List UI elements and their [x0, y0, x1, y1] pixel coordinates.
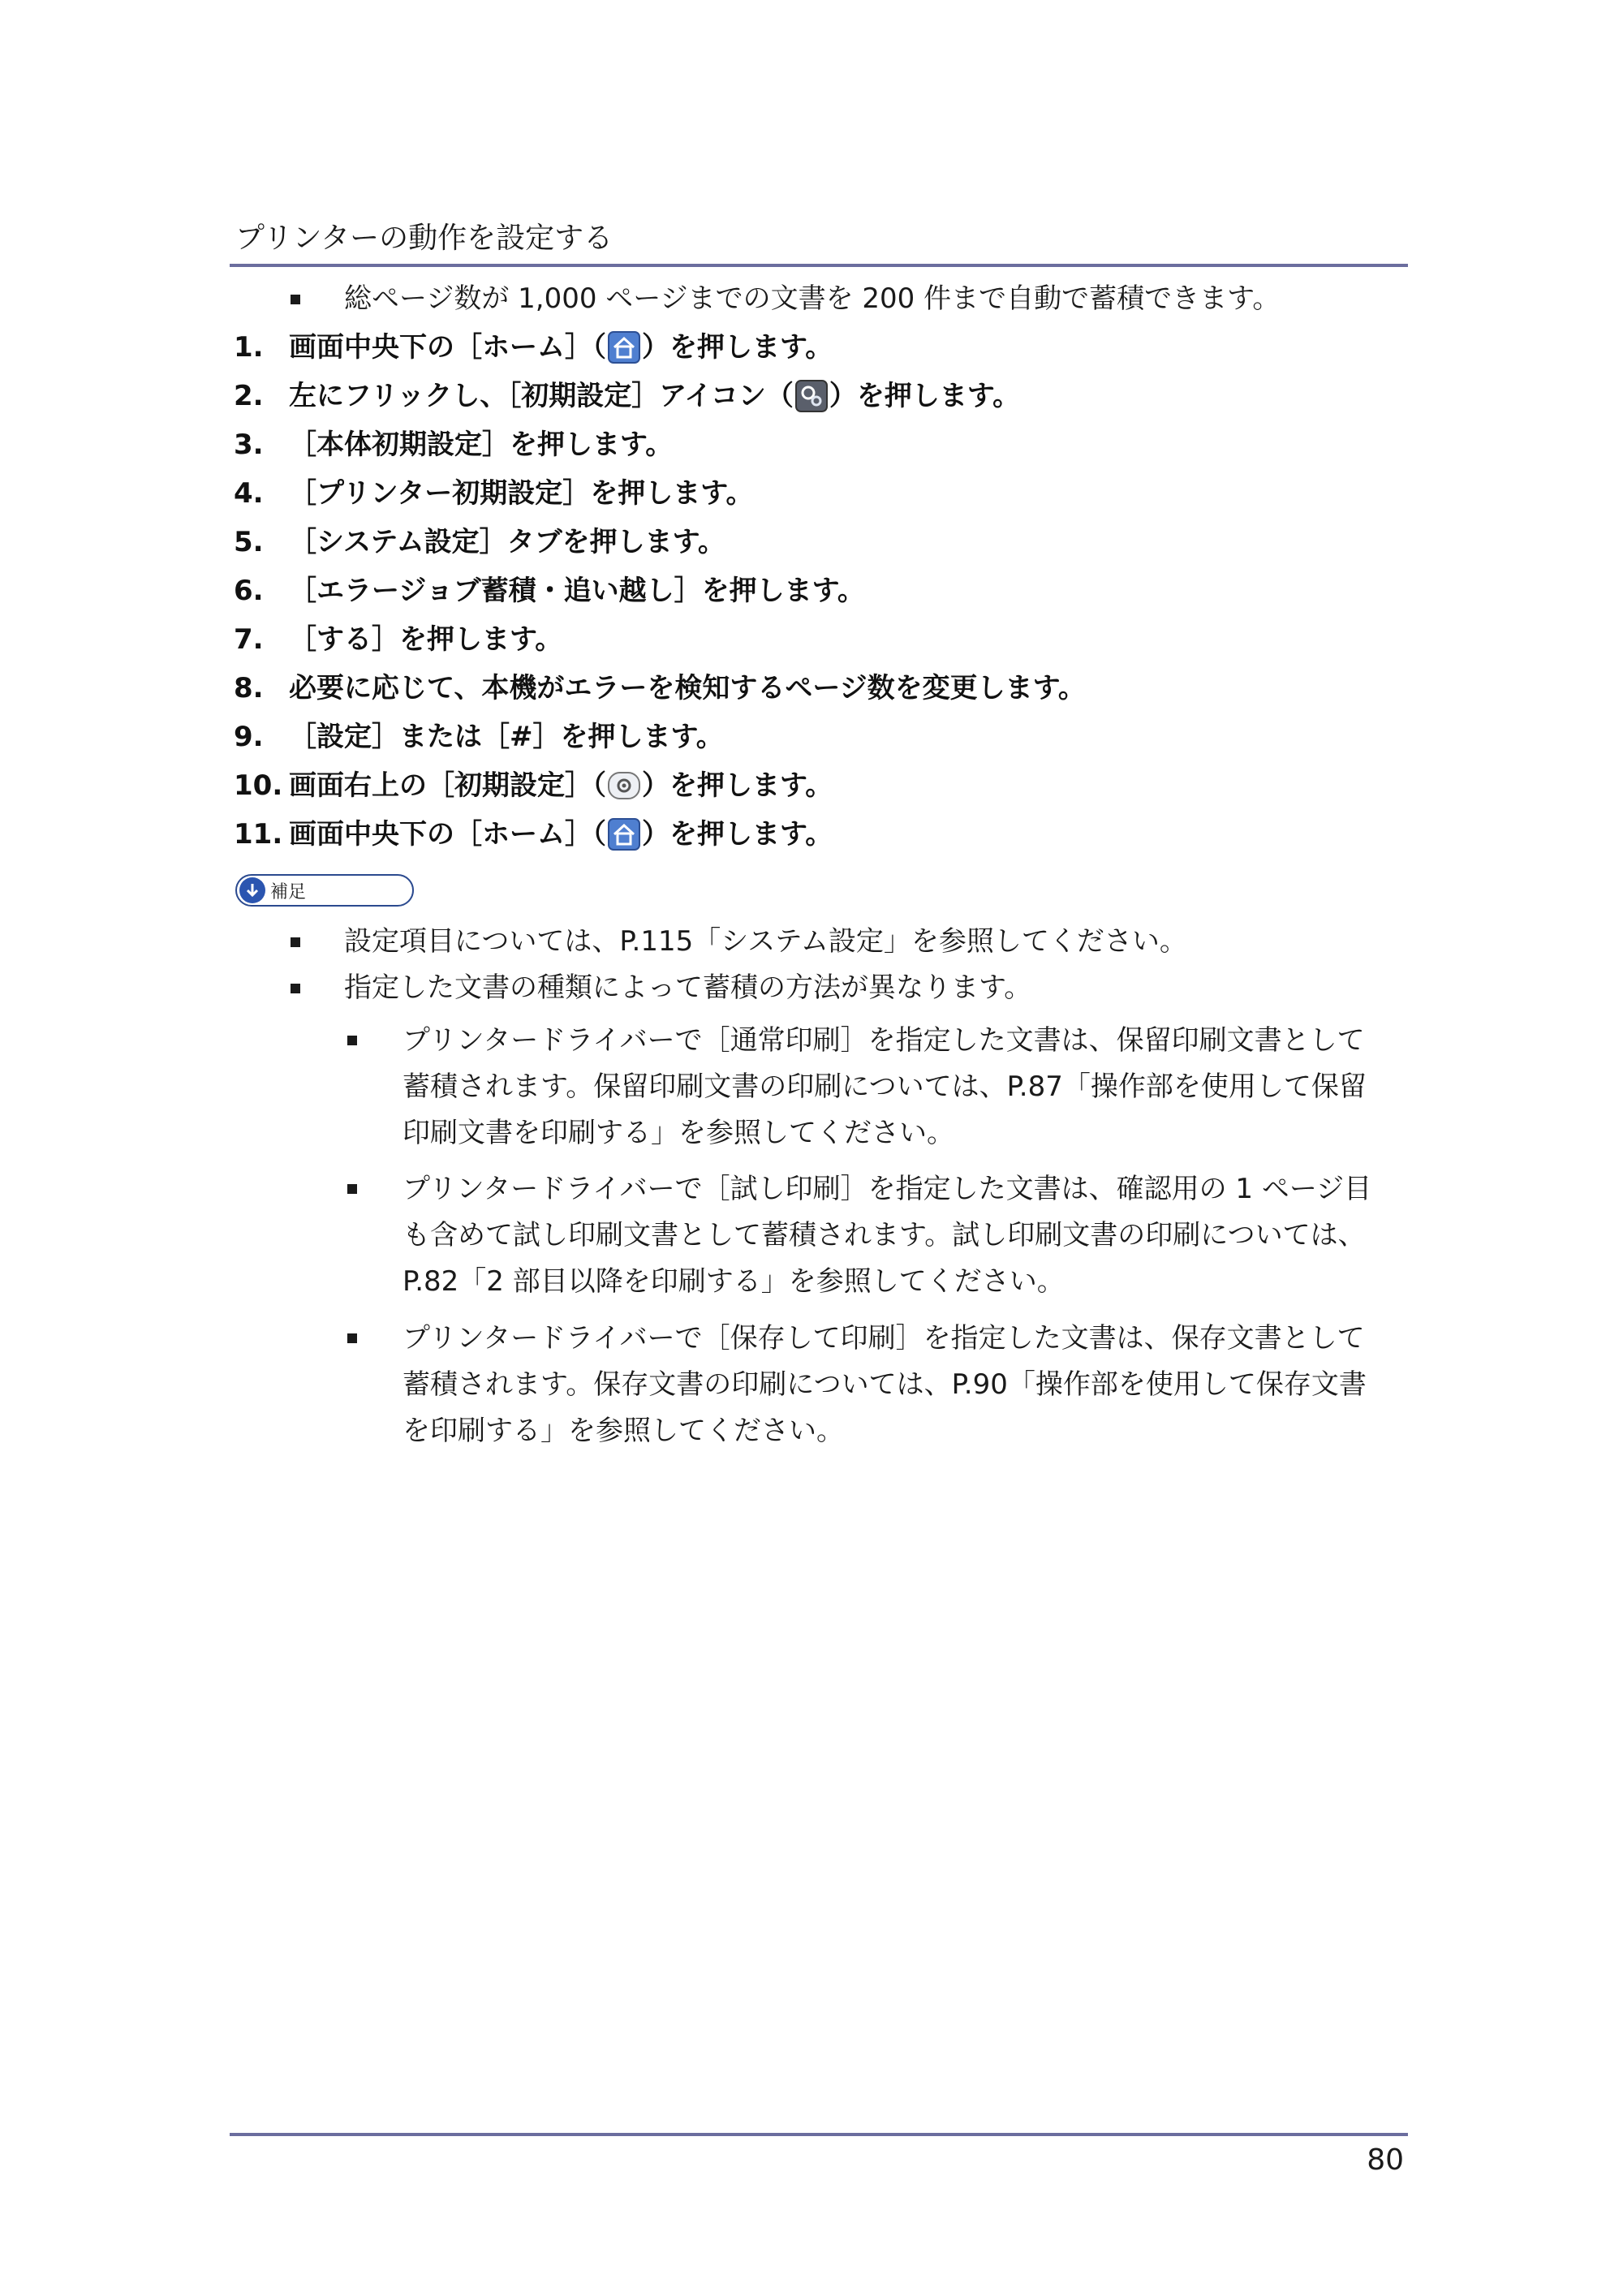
intro-bullet [291, 280, 1280, 317]
bullet-marker [347, 1184, 357, 1194]
footer-divider [230, 2133, 1408, 2136]
text-line: プリンタードライバーで［通常印刷］を指定した文書は、保留印刷文書として [403, 1024, 1365, 1057]
home-icon [608, 331, 640, 364]
step-8 [234, 669, 1086, 708]
intro-bullet-text: 総ページ数が 1,000 ページまでの文書を 200 件まで自動で蓄積できます。 [344, 282, 1281, 315]
step-1 [234, 328, 833, 367]
step-number: 11. [234, 818, 283, 851]
home-icon [608, 818, 640, 851]
text-line: 印刷文書を印刷する」を参照してください。 [403, 1117, 954, 1149]
step-text-after: ）を押します。 [642, 769, 833, 802]
page-header-title: プリンターの動作を設定する [235, 222, 613, 255]
page-number: 80 [1367, 2143, 1404, 2177]
text-line: 蓄積されます。保存文書の印刷については、P.90「操作部を使用して保存文書 [403, 1368, 1367, 1401]
down-arrow-icon [239, 877, 265, 903]
note-sub-bullet [347, 1316, 1367, 1454]
note-bullet-text: 設定項目については、P.115「システム設定」を参照してください。 [344, 925, 1187, 958]
step-5 [234, 523, 725, 562]
bullet-marker [291, 984, 300, 993]
step-6 [234, 571, 865, 610]
step-number: 10. [234, 769, 283, 802]
step-number: 7. [234, 623, 264, 656]
note-sub-bullet-text [403, 1018, 1367, 1157]
step-7 [234, 620, 562, 659]
step-text-before: 左にフリックし、［初期設定］アイコン（ [289, 380, 794, 412]
text-line: プリンタードライバーで［試し印刷］を指定した文書は、確認用の 1 ページ目 [403, 1173, 1372, 1205]
step-number: 3. [234, 429, 264, 461]
text-line: を印刷する」を参照してください。 [403, 1415, 844, 1447]
step-11 [234, 815, 833, 854]
step-3 [234, 425, 673, 464]
step-text-after: ）を押します。 [642, 331, 833, 364]
gear-icon [608, 769, 640, 802]
step-text: ［プリンター初期設定］を押します。 [289, 477, 754, 510]
text-line: 蓄積されます。保留印刷文書の印刷については、P.87「操作部を使用して保留 [403, 1070, 1367, 1103]
step-4 [234, 474, 754, 513]
step-number: 1. [234, 331, 264, 364]
step-9 [234, 717, 724, 756]
step-number: 4. [234, 477, 264, 510]
settings-app-icon [795, 380, 828, 412]
note-bullet-text: 指定した文書の種類によって蓄積の方法が異なります。 [344, 971, 1032, 1004]
text-line: も含めて試し印刷文書として蓄積されます。試し印刷文書の印刷については、 [403, 1219, 1366, 1251]
step-text-before: 画面右上の［初期設定］（ [289, 769, 606, 802]
note-sub-bullet-text [403, 1316, 1367, 1454]
bullet-marker [347, 1333, 357, 1343]
note-bullet [291, 923, 1187, 960]
step-number: 6. [234, 575, 264, 607]
step-text-before: 画面中央下の［ホーム］（ [289, 818, 606, 851]
note-label: 補足 [270, 881, 307, 902]
text-line: プリンタードライバーで［保存して印刷］を指定した文書は、保存文書として [403, 1322, 1365, 1355]
step-2 [234, 377, 1020, 416]
step-number: 5. [234, 526, 264, 558]
step-number: 9. [234, 721, 264, 753]
note-bullet [291, 969, 1031, 1006]
header-divider [230, 264, 1408, 267]
step-text: ［システム設定］タブを押します。 [289, 526, 725, 558]
step-text: ［本体初期設定］を押します。 [289, 429, 674, 461]
note-sub-bullet [347, 1166, 1371, 1305]
step-text: ［設定］または［#］を押します。 [289, 721, 724, 753]
step-text-after: ）を押します。 [642, 818, 833, 851]
note-badge [235, 874, 414, 907]
step-number: 2. [234, 380, 264, 412]
step-text: ［する］を押します。 [289, 623, 563, 656]
step-text: 必要に応じて、本機がエラーを検知するページ数を変更します。 [289, 672, 1086, 704]
note-sub-bullet [347, 1018, 1367, 1157]
step-number: 8. [234, 672, 264, 704]
text-line: P.82「2 部目以降を印刷する」を参照してください。 [403, 1265, 1065, 1298]
bullet-marker [291, 295, 300, 304]
bullet-marker [347, 1036, 357, 1045]
bullet-marker [291, 937, 300, 947]
step-text: ［エラージョブ蓄積・追い越し］を押します。 [289, 575, 865, 607]
step-10 [234, 766, 833, 805]
step-text-before: 画面中央下の［ホーム］（ [289, 331, 606, 364]
note-sub-bullet-text [403, 1166, 1371, 1305]
step-text-after: ）を押します。 [829, 380, 1021, 412]
